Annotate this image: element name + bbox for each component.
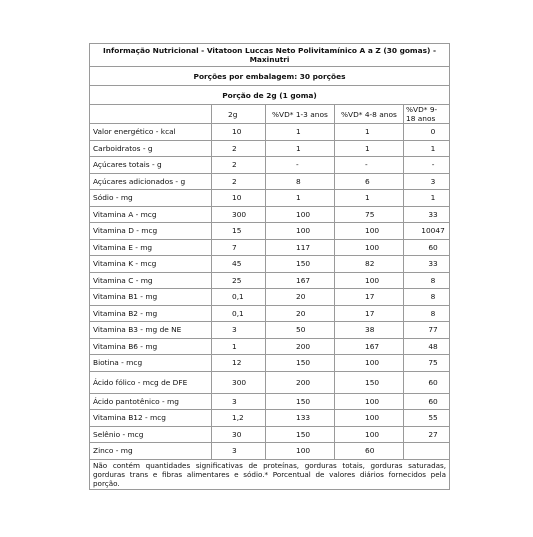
nutrient-name: Carboidratos - g [90, 140, 212, 157]
nutrient-name: Vitamina B6 - mg [90, 338, 212, 355]
daily-value-cell: 133 [266, 410, 335, 427]
servings-per-package: Porções por embalagem: 30 porções [90, 67, 450, 86]
daily-value-cell: 200 [266, 371, 335, 393]
table-title-row [90, 44, 450, 67]
nutrient-name: Vitamina B12 - mcg [90, 410, 212, 427]
table-row [90, 393, 450, 410]
amount-cell: 2 [212, 173, 266, 190]
daily-value-cell: 200 [266, 338, 335, 355]
daily-value-cell: 100 [335, 426, 404, 443]
daily-value-cell: 150 [266, 426, 335, 443]
daily-value-cell: 60 [404, 371, 450, 393]
daily-value-cell: 1 [266, 140, 335, 157]
nutrient-name: Selênio - mcg [90, 426, 212, 443]
amount-cell: 10 [212, 190, 266, 207]
daily-value-cell: 10047 [404, 223, 450, 240]
amount-cell: 1,2 [212, 410, 266, 427]
amount-cell: 30 [212, 426, 266, 443]
daily-value-cell: - [404, 157, 450, 174]
nutrient-name: Ácido fólico - mcg de DFE [90, 371, 212, 393]
daily-value-cell: 100 [266, 206, 335, 223]
table-row [90, 272, 450, 289]
table-row [90, 305, 450, 322]
daily-value-cell: - [266, 157, 335, 174]
table-row [90, 124, 450, 141]
table-row [90, 239, 450, 256]
table-row [90, 338, 450, 355]
daily-value-cell: 117 [266, 239, 335, 256]
column-header [90, 105, 212, 124]
daily-value-cell: 100 [335, 272, 404, 289]
daily-value-cell: 6 [335, 173, 404, 190]
daily-value-cell: 8 [266, 173, 335, 190]
daily-value-cell: 100 [335, 355, 404, 372]
daily-value-cell: 17 [335, 289, 404, 306]
daily-value-cell: 50 [266, 322, 335, 339]
daily-value-cell: 38 [335, 322, 404, 339]
nutrient-name: Açúcares adicionados - g [90, 173, 212, 190]
daily-value-cell: 1 [335, 140, 404, 157]
nutrient-name: Biotina - mcg [90, 355, 212, 372]
amount-cell: 3 [212, 393, 266, 410]
daily-value-cell: 20 [266, 289, 335, 306]
daily-value-cell: 100 [335, 239, 404, 256]
table-row [90, 355, 450, 372]
nutrient-name: Ácido pantotênico - mg [90, 393, 212, 410]
amount-cell: 45 [212, 256, 266, 273]
daily-value-cell: 55 [404, 410, 450, 427]
nutrition-facts-panel [89, 43, 449, 490]
table-row [90, 426, 450, 443]
daily-value-cell: 1 [404, 140, 450, 157]
nutrient-name: Valor energético - kcal [90, 124, 212, 141]
table-title: Informação Nutricional - Vitatoon Luccas Neto Polivitamínico A a Z (30 gomas) - Maxinutri [90, 44, 450, 67]
column-header-row [90, 105, 450, 124]
table-row [90, 289, 450, 306]
daily-value-cell: 75 [335, 206, 404, 223]
amount-cell: 3 [212, 322, 266, 339]
table-row [90, 322, 450, 339]
daily-value-cell: 60 [335, 443, 404, 460]
daily-value-cell [404, 443, 450, 460]
daily-value-cell: 1 [266, 190, 335, 207]
daily-value-cell: 8 [404, 305, 450, 322]
table-row [90, 173, 450, 190]
amount-cell: 0,1 [212, 289, 266, 306]
daily-value-cell: 100 [266, 443, 335, 460]
daily-value-cell: 100 [335, 393, 404, 410]
amount-cell: 7 [212, 239, 266, 256]
daily-value-cell: 100 [335, 410, 404, 427]
daily-value-cell: 8 [404, 272, 450, 289]
daily-value-cell: 150 [266, 355, 335, 372]
nutrient-name: Vitamina D - mcg [90, 223, 212, 240]
daily-value-cell: 48 [404, 338, 450, 355]
daily-value-cell: 75 [404, 355, 450, 372]
nutrient-name: Vitamina C - mg [90, 272, 212, 289]
daily-value-cell: 33 [404, 256, 450, 273]
table-row [90, 256, 450, 273]
daily-value-cell: 167 [266, 272, 335, 289]
daily-value-cell: 33 [404, 206, 450, 223]
table-row [90, 190, 450, 207]
table-row [90, 140, 450, 157]
table-row [90, 223, 450, 240]
servings-row [90, 67, 450, 86]
daily-value-cell: 100 [335, 223, 404, 240]
daily-value-cell: 1 [404, 190, 450, 207]
amount-cell: 300 [212, 206, 266, 223]
nutrient-name: Vitamina A - mcg [90, 206, 212, 223]
amount-cell: 25 [212, 272, 266, 289]
amount-cell: 2 [212, 140, 266, 157]
daily-value-cell: 0 [404, 124, 450, 141]
amount-cell: 0,1 [212, 305, 266, 322]
table-row [90, 206, 450, 223]
table-row [90, 371, 450, 393]
footnote: Não contém quantidades significativas de proteínas, gorduras totais, gorduras saturadas, gorduras trans e fibras alimentares e sódio.* Porcentual de valores diários fornecidos pela porção. [90, 459, 450, 489]
daily-value-cell: 60 [404, 239, 450, 256]
nutrition-table [89, 43, 450, 490]
daily-value-cell: 82 [335, 256, 404, 273]
amount-cell: 300 [212, 371, 266, 393]
nutrient-name: Sódio - mg [90, 190, 212, 207]
amount-cell: 15 [212, 223, 266, 240]
table-row [90, 157, 450, 174]
daily-value-cell: 150 [335, 371, 404, 393]
daily-value-cell: 1 [335, 124, 404, 141]
daily-value-cell: 77 [404, 322, 450, 339]
daily-value-cell: 20 [266, 305, 335, 322]
daily-value-cell: 27 [404, 426, 450, 443]
serving-size-row [90, 86, 450, 105]
amount-cell: 10 [212, 124, 266, 141]
daily-value-cell: 60 [404, 393, 450, 410]
daily-value-cell: 1 [335, 190, 404, 207]
column-header: %VD* 4-8 anos [335, 105, 404, 124]
daily-value-cell: 3 [404, 173, 450, 190]
daily-value-cell: 1 [266, 124, 335, 141]
daily-value-cell: 8 [404, 289, 450, 306]
table-row [90, 443, 450, 460]
nutrient-name: Vitamina B3 - mg de NE [90, 322, 212, 339]
daily-value-cell: 100 [266, 223, 335, 240]
column-header: %VD* 9-18 anos [404, 105, 450, 124]
nutrient-name: Zinco - mg [90, 443, 212, 460]
amount-cell: 12 [212, 355, 266, 372]
table-row [90, 410, 450, 427]
nutrient-name: Açúcares totais - g [90, 157, 212, 174]
amount-cell: 3 [212, 443, 266, 460]
amount-cell: 1 [212, 338, 266, 355]
nutrient-name: Vitamina K - mcg [90, 256, 212, 273]
footnote-row [90, 459, 450, 489]
amount-cell: 2 [212, 157, 266, 174]
daily-value-cell: 17 [335, 305, 404, 322]
daily-value-cell: 167 [335, 338, 404, 355]
daily-value-cell: 150 [266, 256, 335, 273]
serving-size: Porção de 2g (1 goma) [90, 86, 450, 105]
nutrient-name: Vitamina B1 - mg [90, 289, 212, 306]
column-header: %VD* 1-3 anos [266, 105, 335, 124]
daily-value-cell: 150 [266, 393, 335, 410]
daily-value-cell: - [335, 157, 404, 174]
nutrient-name: Vitamina E - mg [90, 239, 212, 256]
nutrient-name: Vitamina B2 - mg [90, 305, 212, 322]
column-header: 2g [212, 105, 266, 124]
